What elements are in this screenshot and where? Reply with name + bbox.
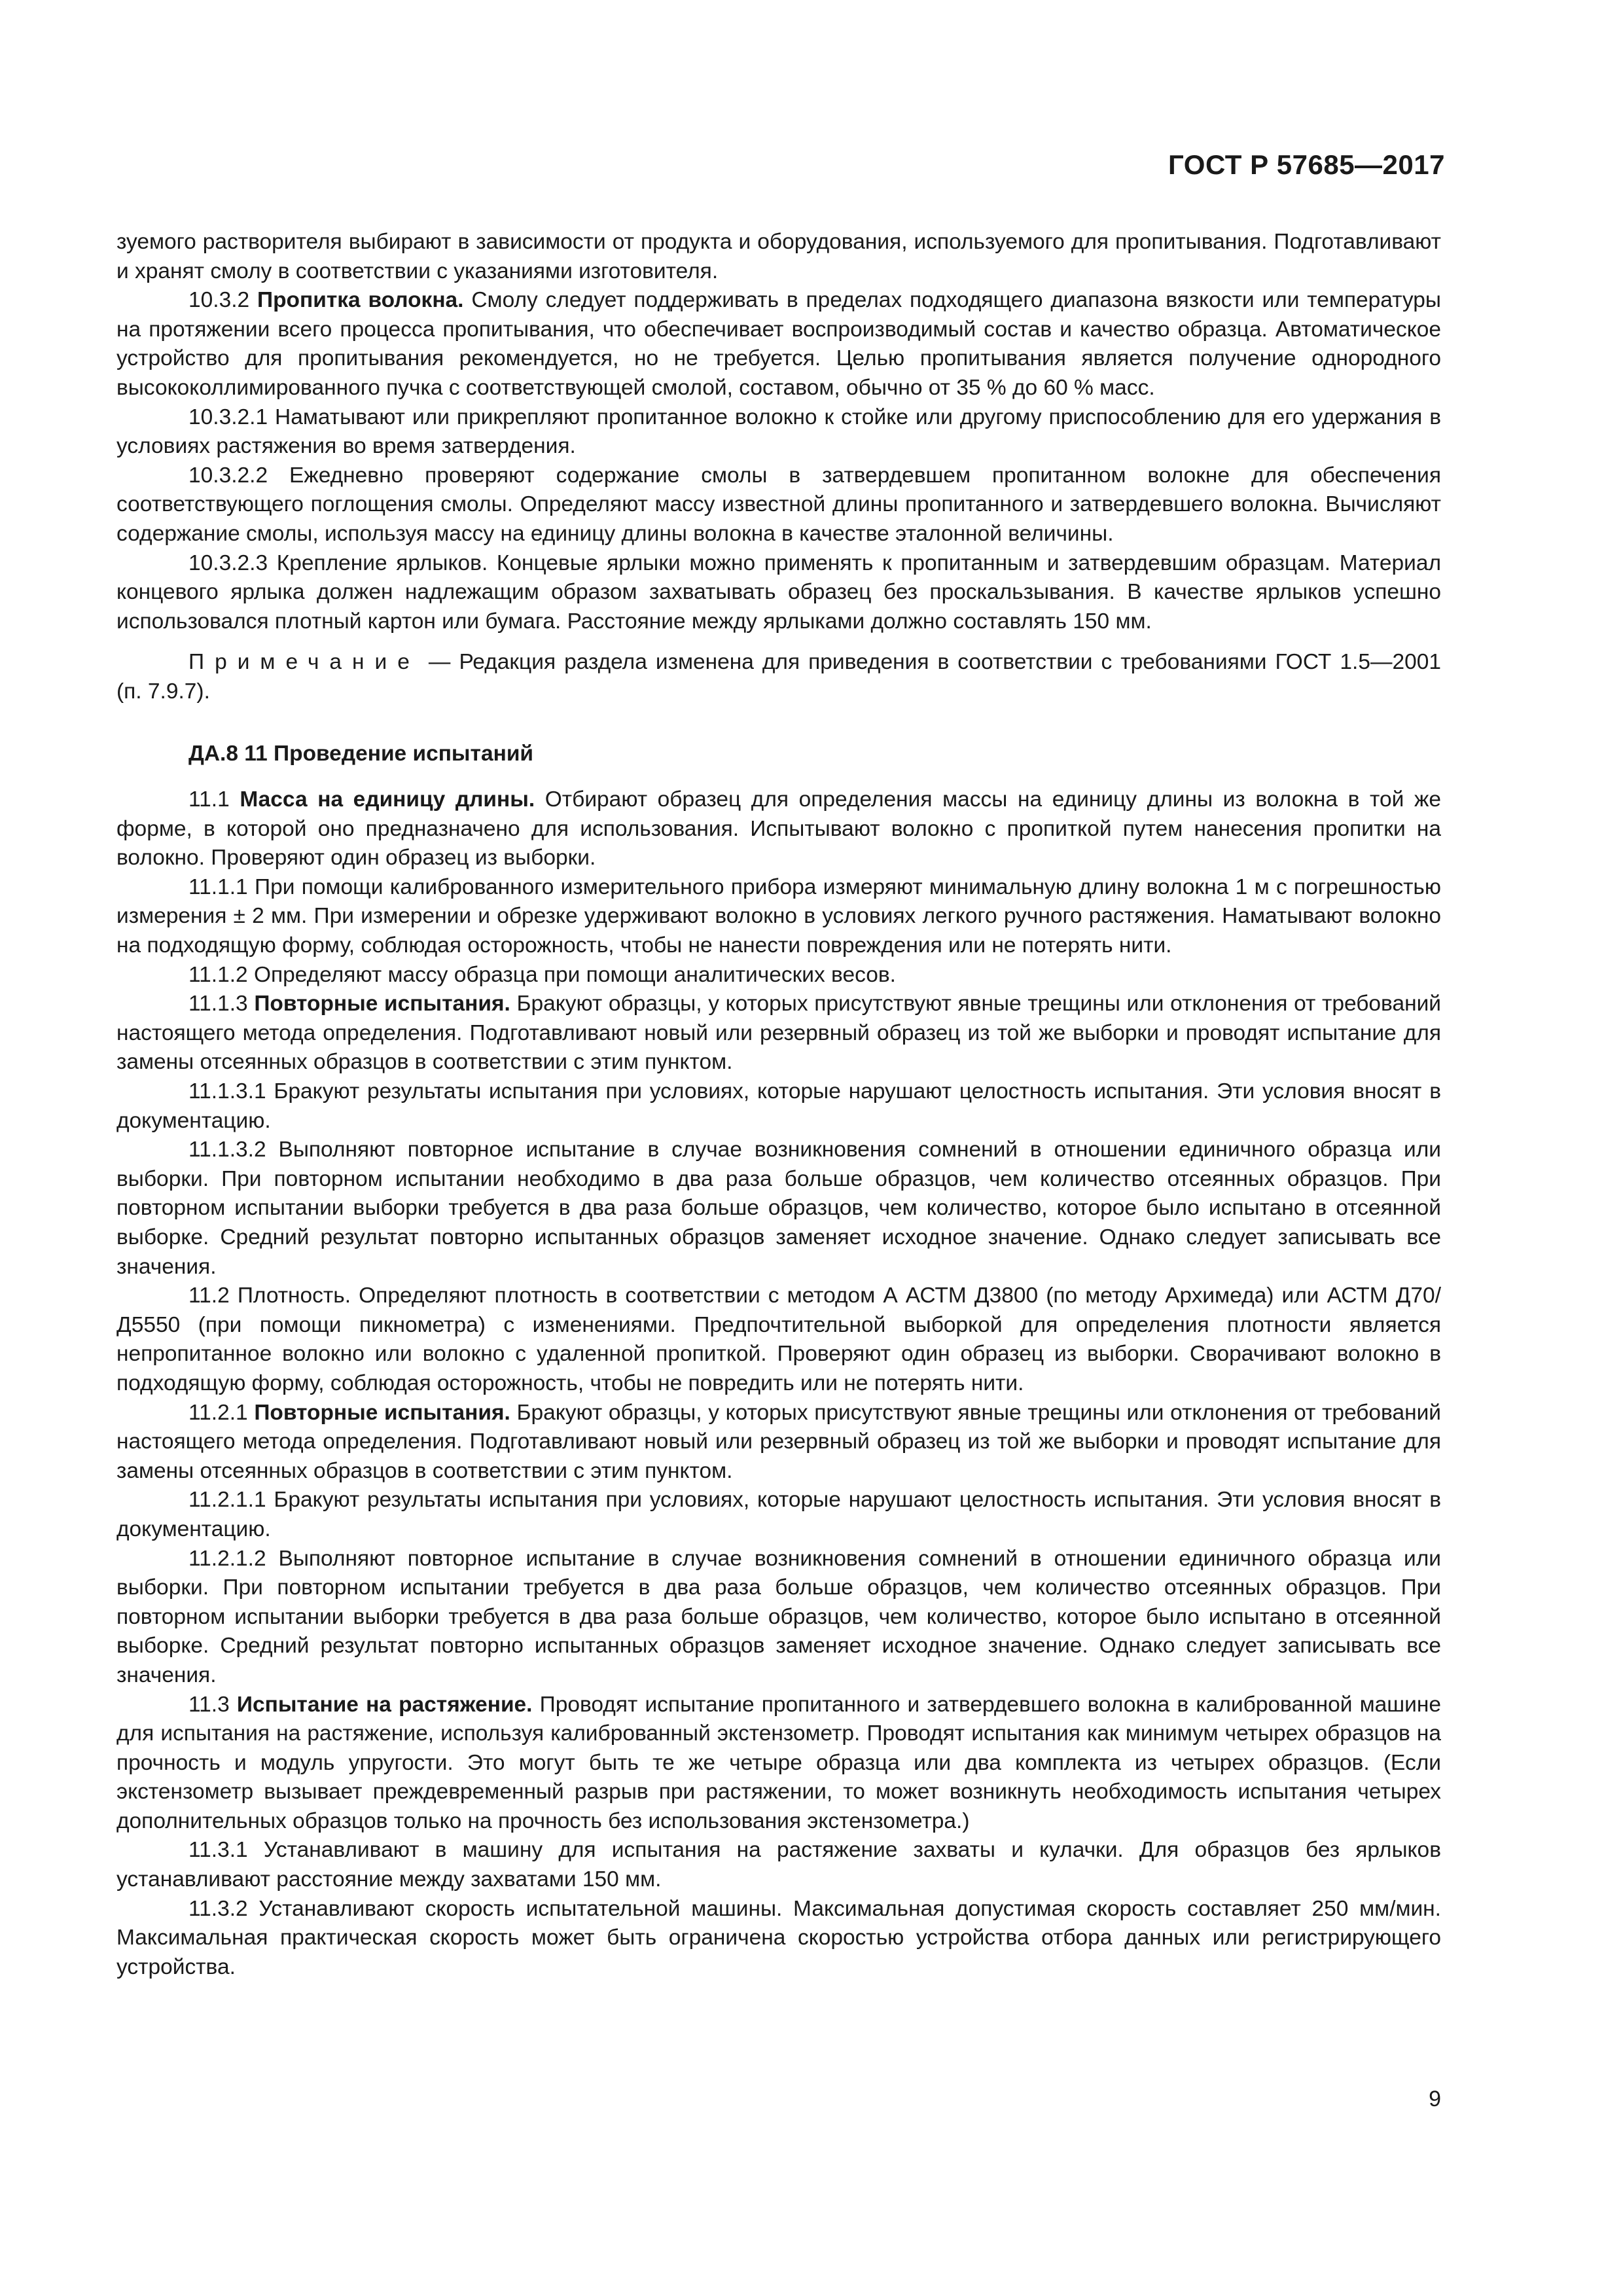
paragraph [116, 461, 1441, 549]
clause-number: 11.1 [188, 787, 240, 812]
clause-title: Масса на единицу длины. [240, 787, 535, 812]
standard-header: ГОСТ Р 57685—2017 [1168, 149, 1445, 180]
clause-number: 10.3.2 [188, 288, 257, 313]
paragraph [116, 403, 1441, 461]
clause-title: Пропитка волокна. [257, 288, 464, 313]
paragraph [116, 228, 1441, 286]
paragraph-text: 11.1.2 Определяют массу образца при помощи аналитических весов. [188, 962, 896, 987]
paragraph [116, 286, 1441, 403]
paragraph-text: 10.3.2.2 Ежедневно проверяют содержание смолы в затвердевшем пропитанном волокне для обеспечения соответствующего поглощения смолы. Определяют массу известной длины пропитанного и затвердевшего волокна. Вычисляют содержание смолы, используя массу на единицу длины волокна в качестве эталонной величины. [116, 463, 1441, 546]
clause-title: Повторные испытания. [254, 992, 510, 1016]
paragraph [116, 785, 1441, 873]
paragraph-text: 11.3.2 Устанавливают скорость испытательной машины. Максимальная допустимая скорость составляет 250 мм/мин. Максимальная практическая скорость может быть ограничена скоростью устройства отбора данных или регистрирующего устройства. [116, 1896, 1441, 1979]
paragraph-text: Бракуют образцы, у которых присутствуют явные трещины или отклонения от требований настоящего метода определения. Подготавливают новый или резервный образец из той же выборки и проводят испытание для замены отсеянных образцов в соответствии с этим пунктом. [116, 992, 1441, 1075]
paragraph-text: 11.1.3.2 Выполняют повторное испытание в случае возникновения сомнений в отношении единичного образца или выборки. При повторном испытании необходимо в два раза больше образцов, чем количество отсеянных образцов. При повторном испытании выборки требуется в два раза больше образцов, чем количество, которое было испытано в отсеянной выборке. Средний результат повторно испытанных образцов заменяет исходное значение. Однако следует записывать все значения. [116, 1138, 1441, 1279]
paragraph-group-section-10 [116, 228, 1441, 636]
paragraph [116, 1486, 1441, 1544]
paragraph [116, 1836, 1441, 1894]
paragraph-text: Смолу следует поддерживать в пределах подходящего диапазона вязкости или температуры на протяжении всего процесса пропитывания, что обеспечивает воспроизводимый состав и качество образца. Автоматическое устройство для пропитывания рекомендуется, но не требуется. Целью пропитывания является получение однородного высококоллимированного пучка с соответствующей смолой, составом, обычно от 35 % до 60 % масс. [116, 288, 1441, 400]
paragraph [116, 1545, 1441, 1691]
paragraph-text: Бракуют образцы, у которых присутствуют явные трещины или отклонения от требований настоящего метода определения. Подготавливают новый или резервный образец из той же выборки и проводят испытание для замены отсеянных образцов в соответствии с этим пунктом. [116, 1400, 1441, 1483]
paragraph [116, 961, 1441, 990]
paragraph-text: Отбирают образец для определения массы на единицу длины из волокна в той же форме, в которой оно предназначено для использования. Испытывают волокно с пропиткой путем нанесения пропитки на волокно. Проверяют один образец из выборки. [116, 787, 1442, 870]
paragraph-text: 11.3.1 Устанавливают в машину для испытания на растяжение захваты и кулачки. Для образцов без ярлыков устанавливают расстояние между захватами 150 мм. [116, 1838, 1441, 1892]
paragraph-text: 11.1.1 При помощи калиброванного измерительного прибора измеряют минимальную длину волокна 1 м с погрешностью измерения ± 2 мм. При измерении и обрезке удерживают волокно в условиях легкого ручного растяжения. Наматывают волокно на подходящую форму, соблюдая осторожность, чтобы не нанести повреждения или не потерять нити. [116, 874, 1441, 958]
paragraph-text: 11.2.1.1 Бракуют результаты испытания при условиях, которые нарушают целостность испытания. Эти условия вносят в документацию. [116, 1488, 1441, 1541]
document-body [116, 228, 1441, 1982]
paragraph-text: Проводят испытание пропитанного и затвердевшего волокна в калиброванной машине для испытания на растяжение, используя калиброванный экстензометр. Проводят испытания как минимум четырех образцов на прочность и модуль упругости. Это могут быть те же четыре образца или два комплекта из четырех образцов. (Если экстензометр вызывает преждевременный разрыв при растяжении, то может возникнуть необходимость испытания четырех дополнительных образцов только на прочность без использования экстензометра.) [116, 1692, 1442, 1833]
section-heading: ДА.8 11 Проведение испытаний [188, 741, 534, 766]
paragraph-text: 11.2 Плотность. Определяют плотность в соответствии с методом А АСТМ Д3800 (по методу Архимеда) или АСТМ Д70/Д5550 (при помощи пикнометра) с изменениями. Предпочтительной выборкой для определения плотности является непропитанное волокно или волокно с удаленной пропиткой. Проверяют один образец из выборки. Сворачивают волокно в подходящую форму, соблюдая осторожность, чтобы не повредить или не потерять нити. [116, 1283, 1441, 1395]
note-text: — Редакция раздела изменена для приведения в соответствии с требованиями ГОСТ 1.5—2001 (п. 7.9.7). [116, 650, 1441, 704]
page-number: 9 [1429, 2087, 1441, 2111]
paragraph [116, 1895, 1441, 1982]
clause-title: Испытание на растяжение. [236, 1692, 533, 1717]
paragraph [116, 990, 1441, 1077]
clause-title: Повторные испытания. [254, 1400, 510, 1425]
paragraph-text: 10.3.2.1 Наматывают или прикрепляют пропитанное волокно к стойке или другому приспособлению для его удержания в условиях растяжения во время затвердения. [116, 404, 1441, 459]
paragraph [116, 1136, 1441, 1282]
paragraph [116, 1077, 1441, 1136]
note-label: Примечание [188, 650, 420, 675]
clause-number: 11.2.1 [188, 1400, 255, 1425]
paragraph [116, 873, 1441, 961]
clause-number: 11.1.3 [188, 992, 255, 1016]
paragraph [116, 1691, 1441, 1837]
paragraph-text: 11.1.3.1 Бракуют результаты испытания при условиях, которые нарушают целостность испытания. Эти условия вносят в документацию. [116, 1079, 1441, 1133]
paragraph-text: 11.2.1.2 Выполняют повторное испытание в случае возникновения сомнений в отношении единичного образца или выборки. При повторном испытании требуется в два раза больше образцов, чем количество отсеянных образцов. При повторном испытании выборки требуется в два раза больше образцов, чем количество, которое было испытано в отсеянной выборке. Средний результат повторно испытанных образцов заменяет исходное значение. Однако следует записывать все значения. [116, 1546, 1441, 1687]
paragraph [116, 1399, 1441, 1486]
paragraph [116, 1282, 1441, 1398]
clause-number: 11.3 [188, 1692, 237, 1717]
paragraph-text: зуемого растворителя выбирают в зависимости от продукта и оборудования, используемого для пропитывания. Подготавливают и хранят смолу в соответствии с указаниями изготовителя. [116, 230, 1441, 283]
note [116, 648, 1441, 706]
paragraph-group-section-11 [116, 785, 1441, 1982]
paragraph [116, 549, 1441, 637]
paragraph-text: 10.3.2.3 Крепление ярлыков. Концевые ярлыки можно применять к пропитанным и затвердевшим образцам. Материал концевого ярлыка должен надлежащим образом захватывать образец без проскальзывания. В качестве ярлыков успешно использовался плотный картон или бумага. Расстояние между ярлыками должно составлять 150 мм. [116, 550, 1441, 634]
